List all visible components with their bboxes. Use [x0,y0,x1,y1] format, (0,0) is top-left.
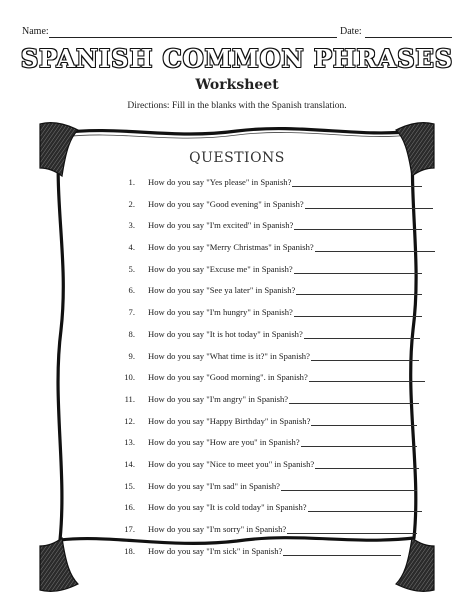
answer-blank[interactable] [292,177,422,187]
question-number: 8. [128,328,135,339]
question-number: 13. [124,437,135,448]
question-number: 17. [124,524,135,534]
question-text: How do you say "It is hot today" in Spanish? [148,328,303,339]
question-row [0,259,474,281]
question-row [0,389,474,411]
answer-blank[interactable] [283,546,401,556]
question-number: 9. [128,350,135,361]
answer-blank[interactable] [311,416,417,426]
question-text-wrap [148,307,422,317]
name-label: Name: [22,26,49,37]
question-row [0,302,474,324]
question-text: How do you say "I'm sorry" in Spanish? [148,524,287,534]
question-number: 7. [128,307,135,318]
questions-list [0,172,474,562]
question-text: How do you say "How are you" in Spanish? [148,437,300,448]
question-row [0,194,474,216]
question-text: How do you say "I'm angry" in Spanish? [148,393,289,404]
question-number: 2. [128,198,135,209]
question-text: How do you say "Yes please" in Spanish? [148,177,292,187]
question-text-wrap [148,546,401,556]
question-row [0,324,474,346]
answer-blank[interactable] [289,394,419,404]
question-text: How do you say "It is cold today" in Spanish? [148,502,307,513]
question-text-wrap [148,329,420,339]
question-text: How do you say "Nice to meet you" in Spanish? [148,458,315,469]
questions-heading: QUESTIONS [189,150,285,166]
page-title: SPANISH COMMON PHRASES [20,44,454,73]
question-text-wrap [148,177,422,187]
question-text-wrap [148,437,417,447]
question-text-wrap [148,394,419,404]
question-number: 12. [124,415,135,426]
question-text-wrap [148,372,425,382]
answer-blank[interactable] [296,285,422,295]
answer-blank[interactable] [304,329,420,339]
question-number: 16. [124,502,135,513]
question-row [0,519,474,541]
question-text: How do you say "I'm sick" in Spanish? [148,545,283,556]
question-text-wrap [148,199,433,209]
question-text: How do you say "I'm excited" in Spanish? [148,220,294,231]
answer-blank[interactable] [294,264,422,274]
question-row [0,541,474,563]
answer-blank[interactable] [281,481,417,491]
question-number: 15. [124,480,135,491]
question-number: 18. [124,545,135,556]
question-row [0,172,474,194]
question-text-wrap [148,264,422,274]
question-row [0,280,474,302]
question-text-wrap [148,220,422,230]
question-text: How do you say "Good morning". in Spanish? [148,372,308,383]
question-row [0,454,474,476]
answer-blank[interactable] [315,242,435,252]
question-number: 6. [128,285,135,296]
answer-blank[interactable] [309,372,425,382]
question-text-wrap [148,416,417,426]
answer-blank[interactable] [294,220,422,230]
answer-blank[interactable] [311,351,419,361]
question-text: How do you say "What time is it?" in Spanish? [148,350,310,361]
answer-blank[interactable] [287,524,417,534]
question-text: How do you say "Merry Christmas" in Spanish? [148,242,314,253]
question-row [0,346,474,368]
question-row [0,432,474,454]
question-number: 4. [128,242,135,253]
question-text: How do you say "Good evening" in Spanish? [148,198,304,209]
question-number: 5. [128,263,135,274]
question-text: How do you say "Happy Birthday" in Spanish? [148,415,311,426]
question-row [0,497,474,519]
question-row [0,476,474,498]
question-text: How do you say "I'm sad" in Spanish? [148,480,280,491]
question-number: 1. [128,177,135,187]
question-text: How do you say "See ya later" in Spanish? [148,285,296,296]
answer-blank[interactable] [301,437,417,447]
page-subtitle: Worksheet [195,77,279,93]
question-text: How do you say "Excuse me" in Spanish? [148,263,293,274]
question-number: 11. [124,393,135,404]
date-label: Date: [340,26,362,37]
question-row [0,411,474,433]
question-text-wrap [148,285,422,295]
question-text: How do you say "I'm hungry" in Spanish? [148,307,293,318]
question-text-wrap [148,351,419,361]
answer-blank[interactable] [294,307,422,317]
question-text-wrap [148,459,419,469]
question-text-wrap [148,481,417,491]
question-number: 10. [124,372,135,383]
question-text-wrap [148,242,435,252]
answer-blank[interactable] [305,199,433,209]
question-number: 14. [124,458,135,469]
question-row [0,367,474,389]
question-number: 3. [128,220,135,231]
answer-blank[interactable] [315,459,419,469]
answer-blank[interactable] [308,502,422,512]
question-text-wrap [148,502,422,512]
question-row [0,237,474,259]
question-text-wrap [148,524,417,534]
question-row [0,215,474,237]
directions-text: Directions: Fill in the blanks with the Spanish translation. [127,101,347,111]
